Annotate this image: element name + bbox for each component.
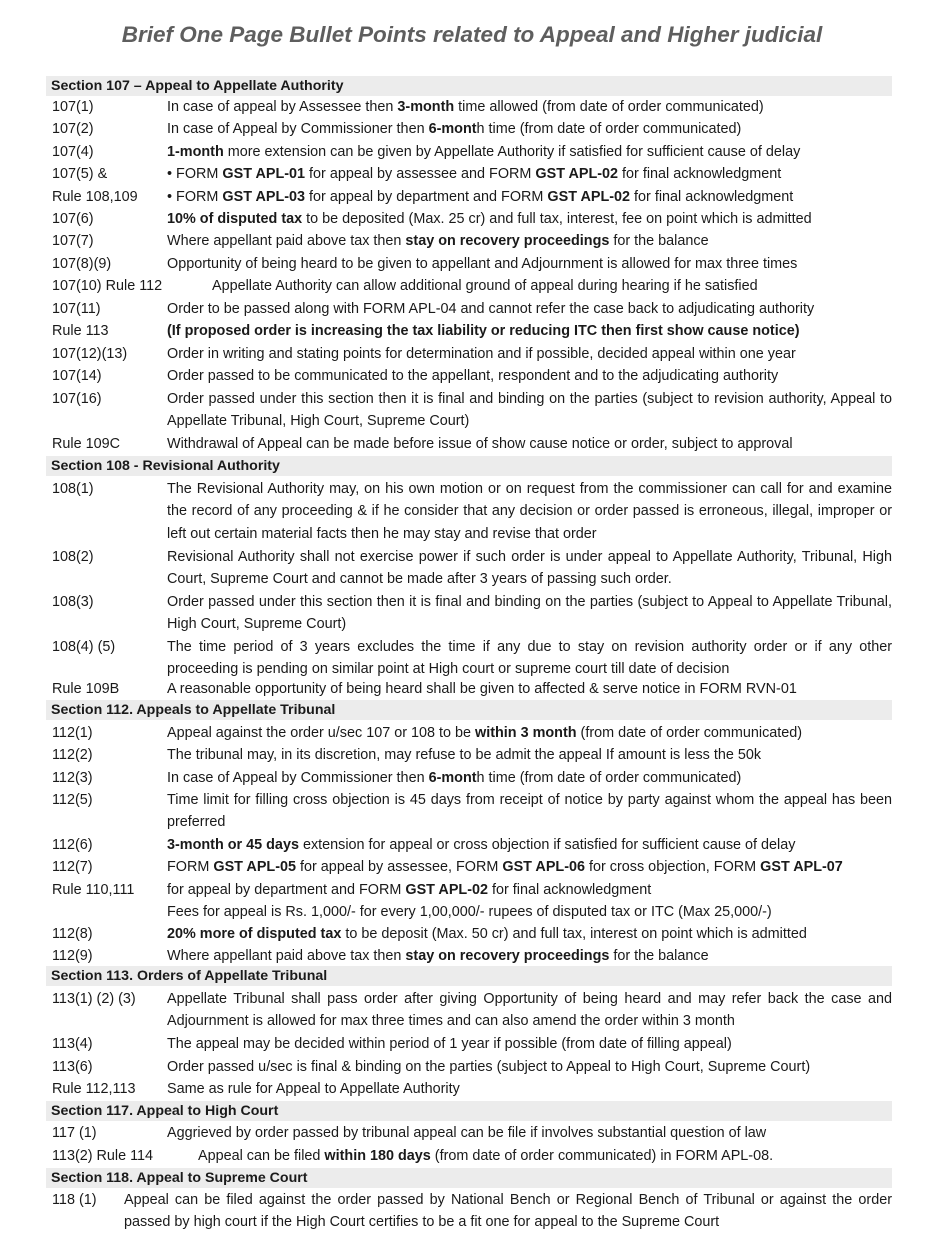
row-reference: 108(4) (5) — [52, 639, 116, 655]
row-reference: Rule 110,111 — [52, 882, 135, 898]
section-row — [52, 546, 892, 591]
row-text: 1-month more extension can be given by Appellate Authority if satisfied for sufficient cause of delay — [167, 144, 801, 160]
page-title: Brief One Page Bullet Points related to Appeal and Higher judicial — [121, 22, 823, 47]
row-text: Appellate Authority can allow additional ground of appeal during hearing if he satisfied — [212, 278, 758, 294]
section-row — [52, 1122, 892, 1144]
row-reference: 112(7) — [52, 859, 93, 875]
row-reference: 118 (1) — [52, 1192, 97, 1208]
section-row — [52, 744, 892, 766]
row-text: Revisional Authority shall not exercise power if such order is under appeal to Appellate Authority, Tribunal, High Court, Supreme Court and cannot be made after 3 years of passing such order. — [167, 549, 892, 588]
row-text: Appellate Tribunal shall pass order after giving Opportunity of being heard and may refer back the case and Adjournment is allowed for max three times and can also amend the order within 3 month — [167, 991, 892, 1030]
row-reference: 107(2) — [52, 121, 94, 137]
row-text: (If proposed order is increasing the tax liability or reducing ITC then first show cause notice) — [167, 323, 800, 339]
row-text: The Revisional Authority may, on his own motion or on request from the commissioner can call for and examine the record of any proceeding & if he consider that any decision or order passed is erroneous, illegal, improper or left out certain material facts then he may stay and revise that order — [167, 481, 892, 542]
section-heading: Section 107 – Appeal to Appellate Authority — [46, 76, 892, 96]
row-reference: 107(6) — [52, 211, 94, 227]
row-text: Time limit for filling cross objection is 45 days from receipt of notice by party against whom the appeal has been preferred — [167, 792, 892, 831]
row-text: Appeal can be filed against the order passed by National Bench or Regional Bench of Tribunal or against the order passed by high court if the High Court certifies to be a fit one for appeal to the Supreme Court — [124, 1192, 892, 1231]
row-reference: 112(5) — [52, 792, 93, 808]
row-reference: 113(1) (2) (3) — [52, 991, 136, 1007]
row-text: In case of Appeal by Commissioner then 6-month time (from date of order communicated) — [167, 770, 742, 786]
section-row — [52, 1145, 892, 1167]
row-text: Same as rule for Appeal to Appellate Authority — [167, 1081, 460, 1097]
row-text: Where appellant paid above tax then stay on recovery proceedings for the balance — [167, 233, 709, 249]
section-row — [52, 678, 892, 700]
section-row — [52, 722, 892, 744]
row-reference: 112(1) — [52, 725, 93, 741]
row-text: Fees for appeal is Rs. 1,000/- for every 1,00,000/- rupees of disputed tax or ITC (Max 25,000/-) — [167, 904, 772, 920]
row-text: Withdrawal of Appeal can be made before issue of show cause notice or order, subject to approval — [167, 436, 793, 452]
row-text: 3-month or 45 days extension for appeal or cross objection if satisfied for sufficient cause of delay — [167, 837, 796, 853]
row-text: Order passed u/sec is final & binding on the parties (subject to Appeal to High Court, Supreme Court) — [167, 1059, 811, 1075]
section-row — [52, 1056, 892, 1078]
row-reference: 107(1) — [52, 99, 94, 115]
row-reference: 107(4) — [52, 144, 94, 160]
row-reference: 113(6) — [52, 1059, 93, 1075]
section-row — [52, 478, 892, 545]
section-row — [52, 1189, 892, 1234]
row-reference: 112(3) — [52, 770, 93, 786]
section-row — [52, 901, 892, 923]
section-row — [52, 767, 892, 789]
section-row — [52, 1033, 892, 1055]
section-row — [52, 433, 892, 455]
row-text: Appeal against the order u/sec 107 or 108 to be within 3 month (from date of order communicated) — [167, 725, 803, 741]
row-text: Order passed to be communicated to the appellant, respondent and to the adjudicating authority — [167, 368, 779, 384]
row-text: 20% more of disputed tax to be deposit (Max. 50 cr) and full tax, interest on point which is admitted — [167, 926, 807, 942]
section-heading: Section 117. Appeal to High Court — [46, 1101, 892, 1121]
row-text: Where appellant paid above tax then stay on recovery proceedings for the balance — [167, 948, 709, 964]
row-reference: Rule 108,109 — [52, 189, 138, 205]
row-reference: 107(11) — [52, 301, 101, 317]
row-text: A reasonable opportunity of being heard shall be given to affected & serve notice in FORM RVN-01 — [167, 681, 797, 697]
section-heading: Section 118. Appeal to Supreme Court — [46, 1168, 892, 1188]
section-row — [52, 834, 892, 856]
row-text: Order passed under this section then it is final and binding on the parties (subject to revision authority, Appeal to Appellate Tribunal, High Court, Supreme Court) — [167, 391, 892, 430]
row-reference: 107(10) Rule 112 — [52, 278, 163, 294]
section-row — [52, 988, 892, 1033]
section-row — [52, 856, 892, 878]
row-text: • FORM GST APL-03 for appeal by department and FORM GST APL-02 for final acknowledgment — [167, 189, 794, 205]
row-text: Order passed under this section then it is final and binding on the parties (subject to Appeal to Appellate Tribunal, High Court, Supreme Court) — [167, 594, 892, 633]
section-row — [52, 388, 892, 433]
section-row — [52, 96, 892, 118]
section-row — [52, 298, 892, 320]
row-text: for appeal by department and FORM GST APL-02 for final acknowledgment — [167, 882, 652, 898]
row-reference: 112(8) — [52, 926, 93, 942]
row-reference: 107(5) & — [52, 166, 108, 182]
row-reference: 117 (1) — [52, 1125, 97, 1141]
section-row — [52, 945, 892, 967]
section-row — [52, 163, 892, 185]
section-row — [52, 208, 892, 230]
section-heading: Section 113. Orders of Appellate Tribunal — [46, 966, 892, 986]
section-row — [52, 186, 892, 208]
section-row — [52, 343, 892, 365]
row-text: In case of appeal by Assessee then 3-month time allowed (from date of order communicated) — [167, 99, 764, 115]
row-reference: 113(4) — [52, 1036, 93, 1052]
section-row — [52, 636, 892, 681]
row-text: Opportunity of being heard to be given to appellant and Adjournment is allowed for max three times — [167, 256, 798, 272]
row-reference: 108(1) — [52, 481, 94, 497]
section-row — [52, 275, 892, 297]
row-reference: Rule 109C — [52, 436, 120, 452]
row-reference: Rule 112,113 — [52, 1081, 136, 1097]
row-reference: 107(14) — [52, 368, 102, 384]
row-text: 10% of disputed tax to be deposited (Max. 25 cr) and full tax, interest, fee on point which is admitted — [167, 211, 812, 227]
row-reference: 108(3) — [52, 594, 94, 610]
row-text: Appeal can be filed within 180 days (from date of order communicated) in FORM APL-08. — [198, 1148, 774, 1164]
section-row — [52, 1078, 892, 1100]
row-text: The tribunal may, in its discretion, may refuse to be admit the appeal If amount is less the 50k — [167, 747, 762, 763]
row-text: FORM GST APL-05 for appeal by assessee, FORM GST APL-06 for cross objection, FORM GST APL-07 — [167, 859, 843, 875]
row-text: In case of Appeal by Commissioner then 6-month time (from date of order communicated) — [167, 121, 742, 137]
section-heading: Section 112. Appeals to Appellate Tribunal — [46, 700, 892, 720]
row-reference: 112(2) — [52, 747, 93, 763]
section-row — [52, 923, 892, 945]
row-text: The time period of 3 years excludes the time if any due to stay on revision authority order or if any other proceeding is pending on similar point at High court or supreme court till date of decision — [167, 639, 892, 678]
section-row — [52, 230, 892, 252]
section-row — [52, 253, 892, 275]
row-reference: 107(7) — [52, 233, 94, 249]
row-reference: 107(8)(9) — [52, 256, 112, 272]
row-reference: 107(12)(13) — [52, 346, 128, 362]
row-reference: Rule 113 — [52, 323, 109, 339]
section-row — [52, 365, 892, 387]
section-heading: Section 108 - Revisional Authority — [46, 456, 892, 476]
row-text: • FORM GST APL-01 for appeal by assessee and FORM GST APL-02 for final acknowledgment — [167, 166, 782, 182]
row-reference: 112(9) — [52, 948, 93, 964]
row-text: Order to be passed along with FORM APL-04 and cannot refer the case back to adjudicating authority — [167, 301, 815, 317]
row-text: Order in writing and stating points for determination and if possible, decided appeal within one year — [167, 346, 796, 362]
row-reference: Rule 109B — [52, 681, 120, 697]
section-row — [52, 879, 892, 901]
section-row — [52, 591, 892, 636]
row-text: Aggrieved by order passed by tribunal appeal can be file if involves substantial question of law — [167, 1125, 767, 1141]
section-row — [52, 118, 892, 140]
row-reference: 112(6) — [52, 837, 93, 853]
row-reference: 108(2) — [52, 549, 94, 565]
section-row — [52, 320, 892, 342]
section-row — [52, 141, 892, 163]
row-reference: 107(16) — [52, 391, 102, 407]
section-row — [52, 789, 892, 834]
row-reference: 113(2) Rule 114 — [52, 1148, 154, 1164]
row-text: The appeal may be decided within period of 1 year if possible (from date of filling appeal) — [167, 1036, 732, 1052]
